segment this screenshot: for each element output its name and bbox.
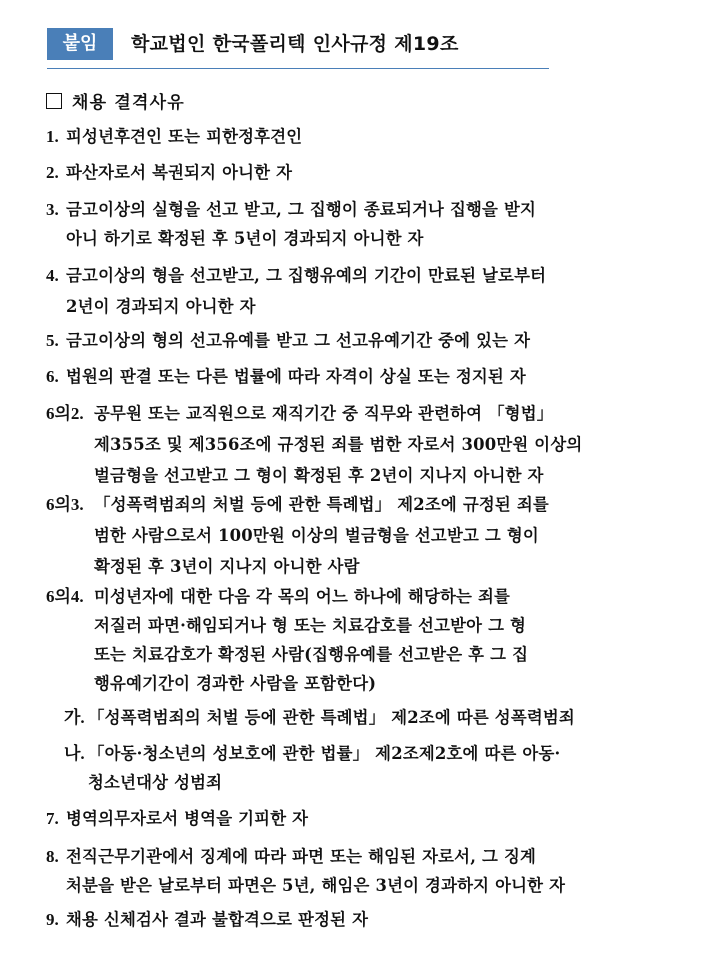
section-title: 채용 결격사유 xyxy=(72,93,185,113)
item-text-line: 법원의 판결 또는 다른 법률에 따라 자격이 상실 또는 정지된 자 xyxy=(66,367,526,386)
item-text-line: 처분을 받은 날로부터 파면은 5년, 해임은 3년이 경과하지 아니한 자 xyxy=(66,876,566,895)
item-text-line: 2년이 경과되지 아니한 자 xyxy=(66,297,256,316)
item-number: 6. xyxy=(46,367,59,386)
item-text-line: 또는 치료감호가 확정된 사람(집행유예를 선고받은 후 그 집 xyxy=(94,645,529,664)
item-text-line: 미성년자에 대한 다음 각 목의 어느 하나에 해당하는 죄를 xyxy=(94,587,511,606)
item-text-line: 저질러 파면·해임되거나 형 또는 치료감호를 선고받아 그 형 xyxy=(94,616,527,635)
item-text-line: 파산자로서 복권되지 아니한 자 xyxy=(66,163,293,182)
item-text-line: 피성년후견인 또는 피한정후견인 xyxy=(66,127,303,146)
item-text-line: 확정된 후 3년이 지나지 아니한 사람 xyxy=(94,557,360,576)
item-text-line: 범한 사람으로서 100만원 이상의 벌금형을 선고받고 그 형이 xyxy=(94,526,539,545)
item-number: 나. xyxy=(64,744,85,763)
attachment-badge: 붙임 xyxy=(47,28,113,60)
item-text-line: 「아동·청소년의 성보호에 관한 법률」 제2조제2호에 따른 아동· xyxy=(88,744,561,763)
checkbox-square-icon xyxy=(46,93,62,109)
item-text-line: 전직근무기관에서 징계에 따라 파면 또는 해임된 자로서, 그 징계 xyxy=(66,847,537,866)
item-text-line: 금고이상의 형을 선고받고, 그 집행유예의 기간이 만료된 날로부터 xyxy=(66,266,547,285)
item-text-line: 금고이상의 실형을 선고 받고, 그 집행이 종료되거나 집행을 받지 xyxy=(66,200,537,219)
item-number: 6의3. xyxy=(46,495,84,514)
item-text-line: 벌금형을 선고받고 그 형이 확정된 후 2년이 지나지 아니한 자 xyxy=(94,466,544,485)
item-number: 6의2. xyxy=(46,404,84,423)
item-number: 8. xyxy=(46,847,59,866)
item-text-line: 공무원 또는 교직원으로 재직기간 중 직무와 관련하여 「형법」 xyxy=(94,404,554,423)
item-text-line: 「성폭력범죄의 처벌 등에 관한 특례법」 제2조에 따른 성폭력범죄 xyxy=(88,708,575,727)
item-number: 4. xyxy=(46,266,59,285)
item-text-line: 「성폭력범죄의 처벌 등에 관한 특례법」 제2조에 규정된 죄를 xyxy=(94,495,549,514)
item-number: 6의4. xyxy=(46,587,84,606)
item-number: 9. xyxy=(46,910,59,929)
item-text-line: 채용 신체검사 결과 불합격으로 판정된 자 xyxy=(66,910,369,929)
document-header xyxy=(47,24,549,69)
item-number: 2. xyxy=(46,163,59,182)
item-text-line: 아니 하기로 확정된 후 5년이 경과되지 아니한 자 xyxy=(66,229,424,248)
item-text-line: 병역의무자로서 병역을 기피한 자 xyxy=(66,809,309,828)
section-heading xyxy=(46,88,185,113)
item-number: 3. xyxy=(46,200,59,219)
item-text-line: 행유예기간이 경과한 사람을 포함한다) xyxy=(94,674,377,693)
item-text-line: 금고이상의 형의 선고유예를 받고 그 선고유예기간 중에 있는 자 xyxy=(66,331,531,350)
item-text-line: 제355조 및 제356조에 규정된 죄를 범한 자로서 300만원 이상의 xyxy=(94,435,583,454)
item-number: 5. xyxy=(46,331,59,350)
item-number: 7. xyxy=(46,809,59,828)
document-title: 학교법인 한국폴리텍 인사규정 제19조 xyxy=(131,33,459,55)
item-text-line: 청소년대상 성범죄 xyxy=(88,773,223,792)
item-number: 가. xyxy=(64,708,85,727)
item-number: 1. xyxy=(46,127,59,146)
